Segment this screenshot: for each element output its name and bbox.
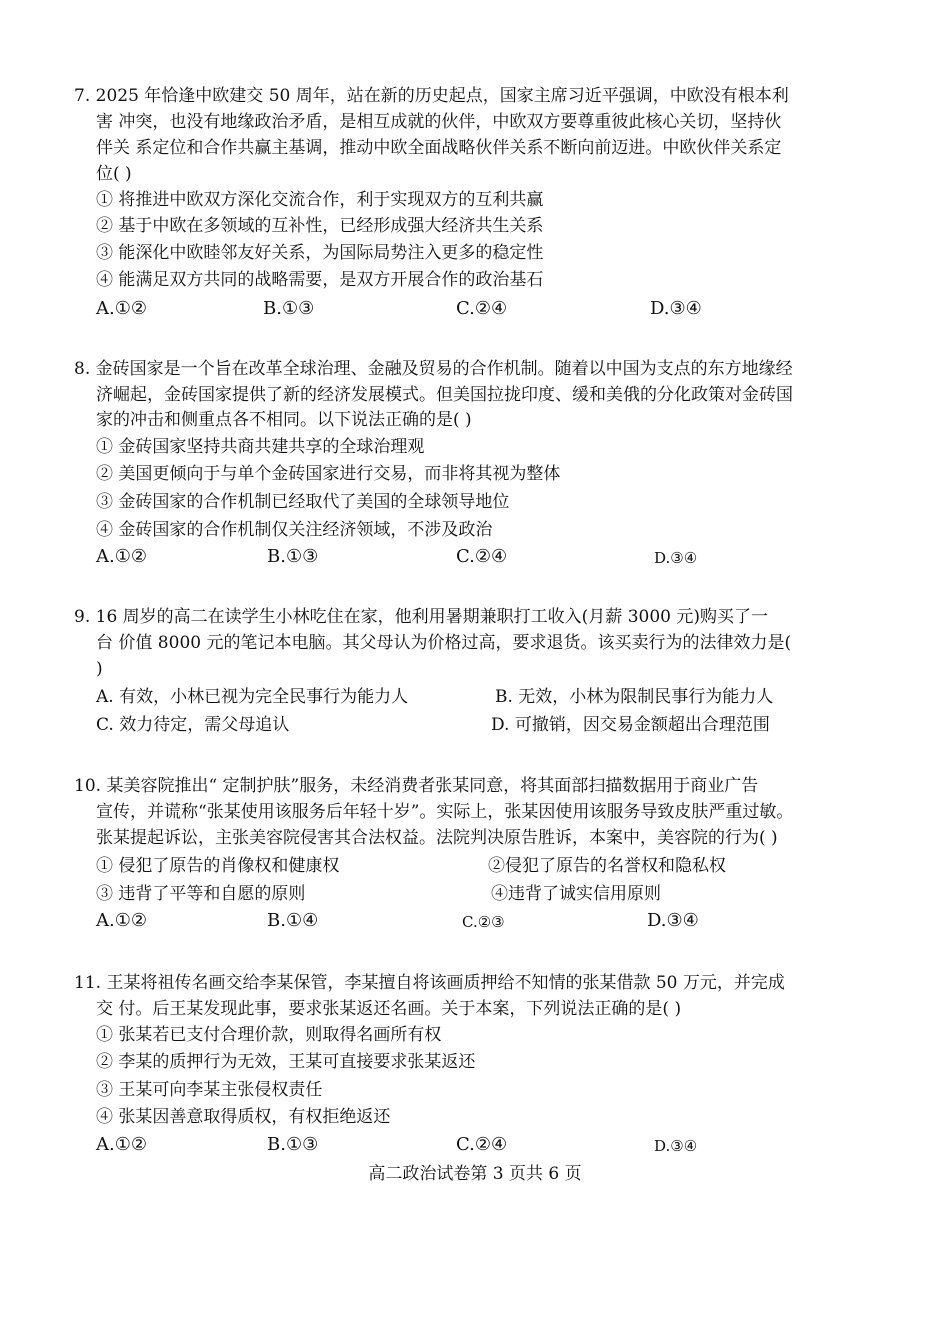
q11-option-d[interactable]: D.③④	[654, 1137, 698, 1155]
q7-stem-line-2: 害 冲突，也没有地缘政治矛盾，是相互成就的伙伴，中欧双方要尊重彼此核心关切，坚持伙	[96, 112, 782, 132]
q7-option-b[interactable]: B.①③	[263, 298, 315, 319]
q10-statement-2: ②侵犯了原告的名誉权和隐私权	[488, 856, 726, 876]
q11-option-c[interactable]: C.②④	[456, 1134, 508, 1155]
q9-stem-line-1: 9. 16 周岁的高二在读学生小林吃住在家，他利用暑期兼职打工收入(月薪 3000 元)购买了一	[74, 607, 768, 627]
q8-statement-1: ① 金砖国家坚持共商共建共享的全球治理观	[96, 437, 425, 457]
q8-option-b[interactable]: B.①③	[267, 546, 319, 567]
q7-option-d[interactable]: D.③④	[650, 298, 702, 319]
q7-statement-2: ② 基于中欧在多领域的互补性，已经形成强大经济共生关系	[96, 216, 544, 236]
q8-stem-line-3: 家的冲击和侧重点各不相同。以下说法正确的是( )	[96, 410, 472, 430]
q10-option-a[interactable]: A.①②	[96, 910, 147, 931]
q9-stem-line-3: )	[96, 659, 103, 679]
q11-stem-line-2: 交 付。后王某发现此事，要求张某返还名画。关于本案，下列说法正确的是( )	[96, 999, 682, 1019]
q11-stem-line-1: 11. 王某将祖传名画交给李某保管，李某擅自将该画质押给不知情的张某借款 50 万元，并完成	[74, 973, 785, 993]
q7-option-a[interactable]: A.①②	[96, 298, 147, 319]
q7-stem-line-1: 7. 2025 年恰逢中欧建交 50 周年，站在新的历史起点，国家主席习近平强调，中欧没有根本利	[74, 86, 789, 106]
q11-statement-3: ③ 王某可向李某主张侵权责任	[96, 1080, 323, 1100]
q7-statement-3: ③ 能深化中欧睦邻友好关系，为国际局势注入更多的稳定性	[96, 243, 544, 263]
q9-option-b[interactable]: B. 无效，小林为限制民事行为能力人	[495, 687, 774, 707]
q10-stem-line-3: 张某提起诉讼，主张美容院侵害其合法权益。法院判决原告胜诉，本案中，美容院的行为( )	[96, 828, 778, 848]
q10-option-d[interactable]: D.③④	[647, 910, 699, 931]
q11-option-a[interactable]: A.①②	[96, 1134, 147, 1155]
q11-statement-1: ① 张某若已支付合理价款，则取得名画所有权	[96, 1025, 442, 1045]
q7-stem-line-4: 位( )	[96, 164, 132, 184]
q8-stem-line-1: 8. 金砖国家是一个旨在改革全球治理、金融及贸易的合作机制。随着以中国为支点的东方地缘经	[74, 359, 793, 379]
q8-statement-4: ④ 金砖国家的合作机制仅关注经济领域，不涉及政治	[96, 520, 493, 540]
q9-option-c[interactable]: C. 效力待定，需父母追认	[96, 715, 290, 735]
page-footer: 高二政治试卷第 3 页共 6 页	[368, 1164, 582, 1184]
q11-statement-4: ④ 张某因善意取得质权，有权拒绝返还	[96, 1107, 391, 1127]
q7-statement-4: ④ 能满足双方共同的战略需要，是双方开展合作的政治基石	[96, 270, 544, 290]
q7-stem-line-3: 伴关 系定位和合作共赢主基调，推动中欧全面战略伙伴关系不断向前迈进。中欧伙伴关系定	[96, 138, 782, 158]
q8-statement-3: ③ 金砖国家的合作机制已经取代了美国的全球领导地位	[96, 492, 510, 512]
q8-option-c[interactable]: C.②④	[456, 546, 508, 567]
q8-option-d[interactable]: D.③④	[654, 549, 698, 567]
q10-option-b[interactable]: B.①④	[267, 910, 319, 931]
q10-statement-4: ④违背了诚实信用原则	[491, 884, 661, 904]
q7-option-c[interactable]: C.②④	[456, 298, 508, 319]
q9-option-d[interactable]: D. 可撤销，因交易金额超出合理范围	[491, 715, 770, 735]
q10-stem-line-1: 10. 某美容院推出“ 定制护肤”服务，未经消费者张某同意，将其面部扫描数据用于商业广告	[74, 776, 759, 796]
q8-option-a[interactable]: A.①②	[96, 546, 147, 567]
q10-stem-line-2: 宣传，并谎称“张某使用该服务后年轻十岁”。实际上，张某因使用该服务导致皮肤严重过敏。	[96, 802, 794, 822]
q8-statement-2: ② 美国更倾向于与单个金砖国家进行交易，而非将其视为整体	[96, 464, 561, 484]
q10-statement-1: ① 侵犯了原告的肖像权和健康权	[96, 856, 340, 876]
q9-stem-line-2: 台 价值 8000 元的笔记本电脑。其父母认为价格过高，要求退货。该买卖行为的法律效力是(	[96, 633, 792, 653]
q9-option-a[interactable]: A. 有效，小林已视为完全民事行为能力人	[96, 687, 409, 707]
q11-option-b[interactable]: B.①③	[267, 1134, 319, 1155]
q8-stem-line-2: 济崛起，金砖国家提供了新的经济发展模式。但美国拉拢印度、缓和美俄的分化政策对金砖国	[96, 385, 793, 405]
q10-statement-3: ③ 违背了平等和自愿的原则	[96, 884, 306, 904]
q11-statement-2: ② 李某的质押行为无效，王某可直接要求张某返还	[96, 1052, 476, 1072]
q10-option-c[interactable]: C.②③	[462, 913, 505, 931]
q7-statement-1: ① 将推进中欧双方深化交流合作，利于实现双方的互利共赢	[96, 190, 544, 210]
